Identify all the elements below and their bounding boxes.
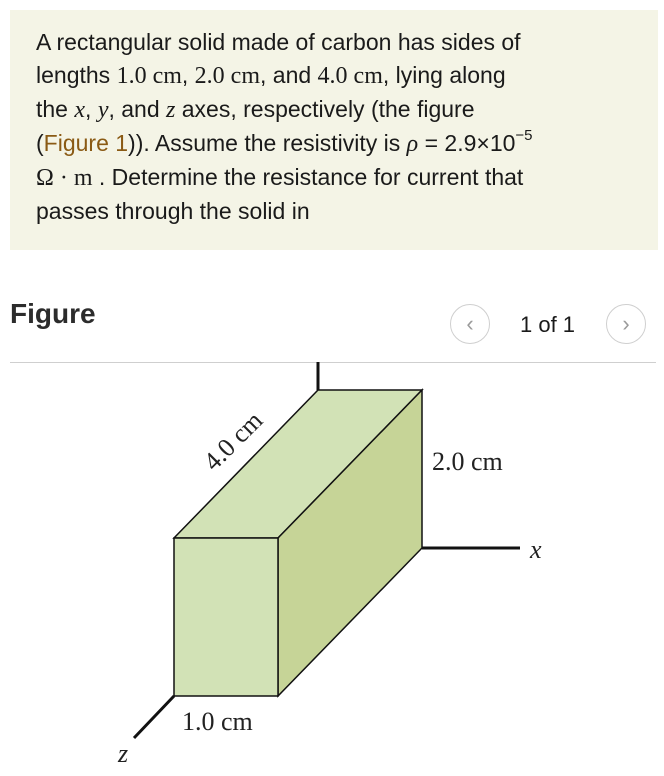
rho-symbol: ρ [406,131,419,157]
problem-line: A rectangular solid made of carbon has sides of [36,29,521,55]
problem-text: the [36,96,75,122]
x-axis-label: x [530,535,542,564]
next-figure-button[interactable] [606,304,646,344]
problem-text: . Determine the resistance for current that [92,164,524,190]
length-value: 2.0 cm [194,63,260,89]
problem-text: )). Assume the resistivity is [128,130,407,156]
chevron-right-icon: › [622,311,630,336]
figure-diagram [0,362,664,776]
length-label: 4.0 cm [197,405,269,477]
problem-text: ( [36,130,44,156]
figure-link[interactable]: Figure 1 [43,130,129,156]
problem-text: , and [108,96,167,122]
problem-text: , [181,62,195,88]
figure-pager: 1 of 1 [520,312,576,337]
problem-text: , lying along [382,62,506,88]
previous-figure-button[interactable] [450,304,490,344]
height-label: 2.0 cm [432,447,503,476]
z-axis-line [134,696,174,738]
length-value: 1.0 cm [116,63,182,89]
variable-x: x [74,97,86,123]
problem-text: lengths [36,62,117,88]
figure-title: Figure [10,298,96,329]
resistivity-value: = 2.9×10 [418,130,516,156]
problem-line: passes through the solid in [36,198,310,224]
variable-z: z [166,97,176,123]
problem-text: , and [260,62,318,88]
problem-statement [36,26,636,228]
resistivity-unit: Ω · m [36,165,93,191]
width-label: 1.0 cm [182,707,253,736]
variable-y: y [97,97,109,123]
resistivity-exponent: −5 [515,127,533,145]
figure-header [10,292,656,363]
problem-text: axes, respectively (the figure [175,96,475,122]
problem-card [10,10,658,250]
z-axis-label: z [118,739,129,768]
problem-text: , [85,96,98,122]
box-front-face [174,538,278,696]
chevron-left-icon: ‹ [466,311,474,336]
length-value: 4.0 cm [317,63,383,89]
